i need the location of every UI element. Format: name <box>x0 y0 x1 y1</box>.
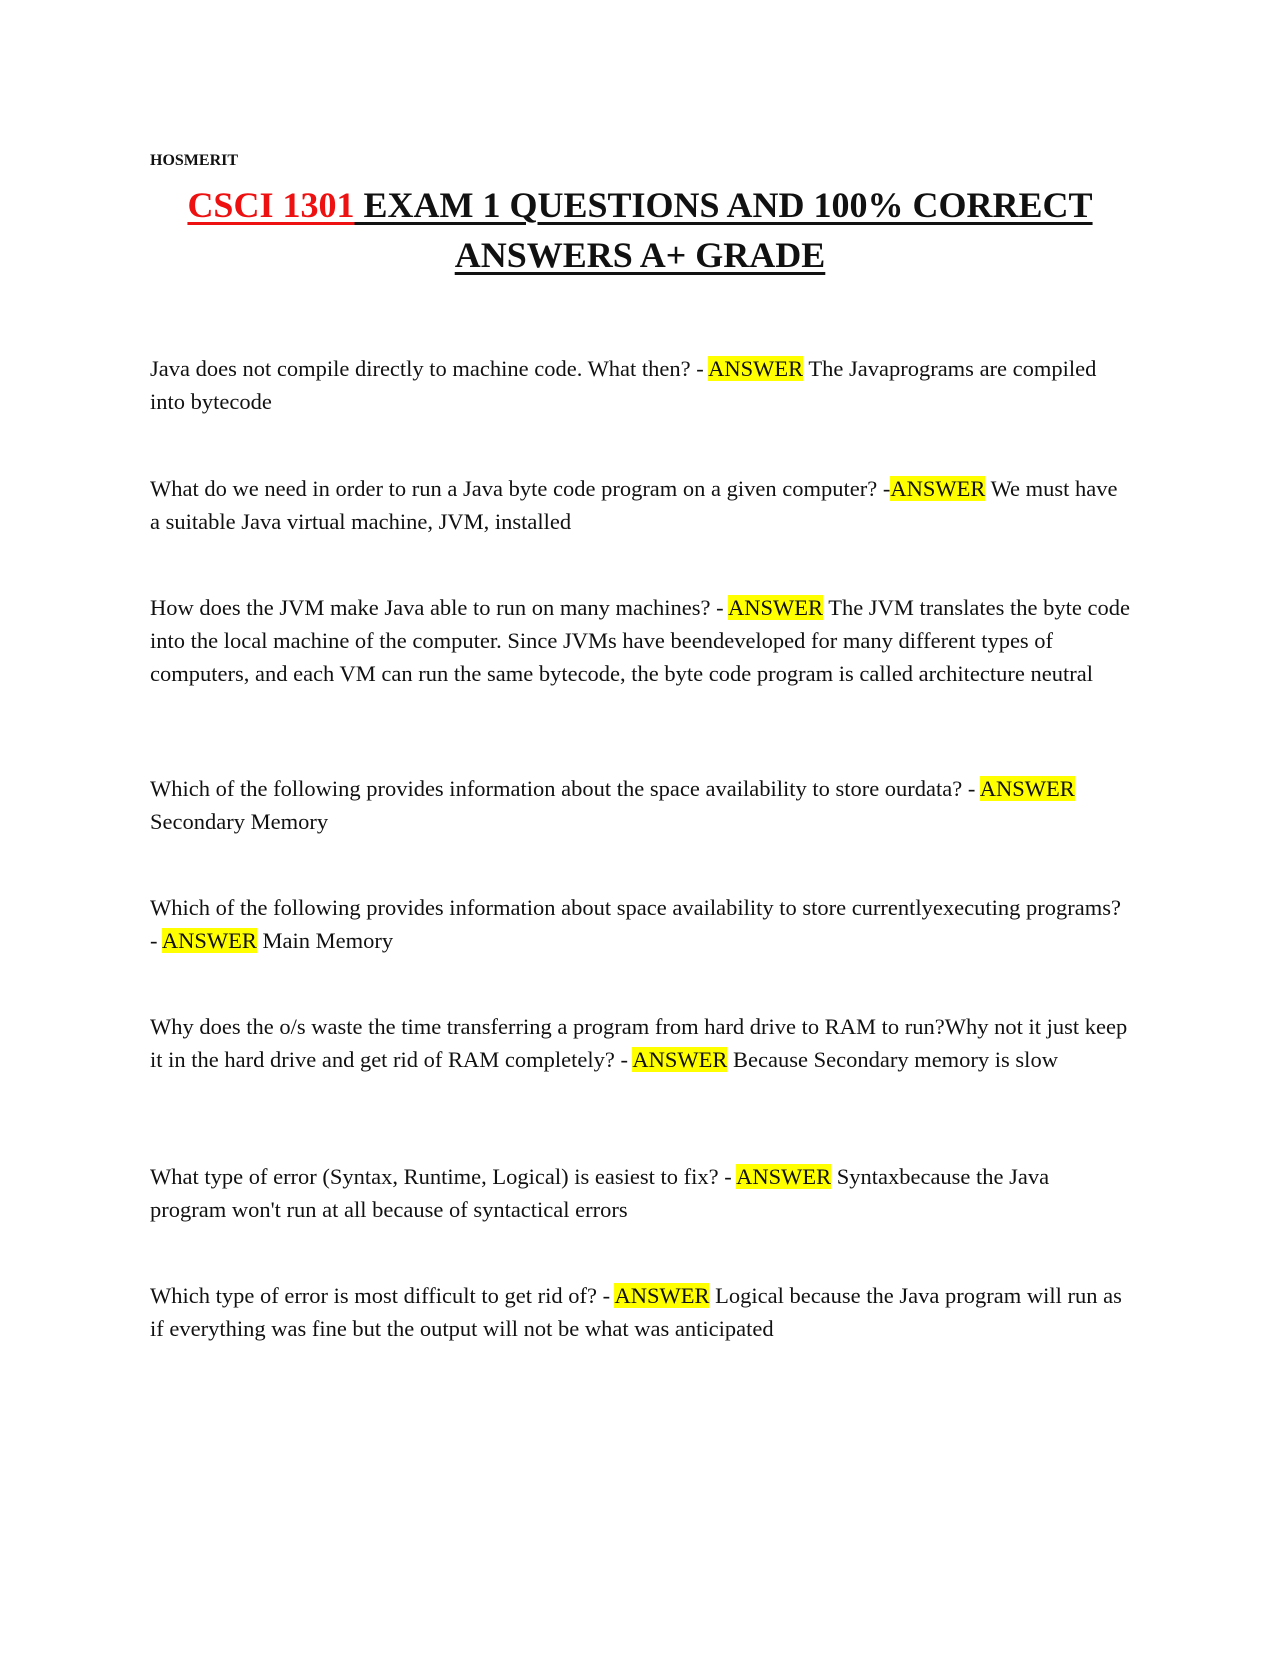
question-text: Java does not compile directly to machine code. What then? - <box>150 356 709 381</box>
answer-label: ANSWER <box>708 356 804 381</box>
answer-text: Syntaxbecause the Java program won't run at all because of syntactical errors <box>150 1164 1050 1222</box>
document-title <box>140 180 1140 280</box>
answer-text: The JVM translates the byte code into the local machine of the computer. Since JVMs have beendeveloped for many different types of computers, and each VM can run the same bytecode, the byte code program is called architecture neutral <box>150 595 1130 686</box>
qa-item <box>150 772 1130 838</box>
answer-label: ANSWER <box>979 776 1075 801</box>
qa-item <box>150 1160 1130 1226</box>
qa-item <box>150 1279 1130 1345</box>
answer-label: ANSWER <box>890 476 986 501</box>
answer-label: ANSWER <box>161 928 257 953</box>
brand-label: HOSMERIT <box>150 152 239 169</box>
answer-text: We must have a suitable Java virtual machine, JVM, installed <box>150 476 1118 534</box>
answer-label: ANSWER <box>632 1047 728 1072</box>
title-text: EXAM 1 QUESTIONS AND 100% CORRECT ANSWERS A+ GRADE <box>354 185 1093 275</box>
question-text: How does the JVM make Java able to run on many machines? - <box>150 595 728 620</box>
question-text: Which type of error is most difficult to get rid of? - <box>150 1283 615 1308</box>
answer-text: Main Memory <box>256 928 394 953</box>
qa-item <box>150 352 1130 418</box>
qa-item <box>150 1010 1130 1076</box>
answer-text: Secondary Memory <box>150 809 329 834</box>
qa-item <box>150 472 1130 538</box>
answer-label: ANSWER <box>727 595 823 620</box>
question-text: Why does the o/s waste the time transferring a program from hard drive to RAM to run?Why not it just keep it in the hard drive and get rid of RAM completely? - <box>150 1014 1128 1072</box>
answer-text: The Javaprograms are compiled into bytecode <box>150 356 1097 414</box>
answer-label: ANSWER <box>614 1283 710 1308</box>
course-code: CSCI 1301 <box>187 185 355 225</box>
answer-label: ANSWER <box>736 1164 832 1189</box>
qa-item <box>150 891 1130 957</box>
answer-text: Because Secondary memory is slow <box>727 1047 1058 1072</box>
answer-text: Logical because the Java program will run as if everything was fine but the output will not be what was anticipated <box>150 1283 1122 1341</box>
question-text: What type of error (Syntax, Runtime, Logical) is easiest to fix? - <box>150 1164 737 1189</box>
question-text: Which of the following provides information about space availability to store currentlyexecuting programs? - <box>150 895 1121 953</box>
question-text: What do we need in order to run a Java byte code program on a given computer? - <box>150 476 891 501</box>
question-text: Which of the following provides information about the space availability to store ourdata? - <box>150 776 980 801</box>
qa-item <box>150 591 1130 690</box>
